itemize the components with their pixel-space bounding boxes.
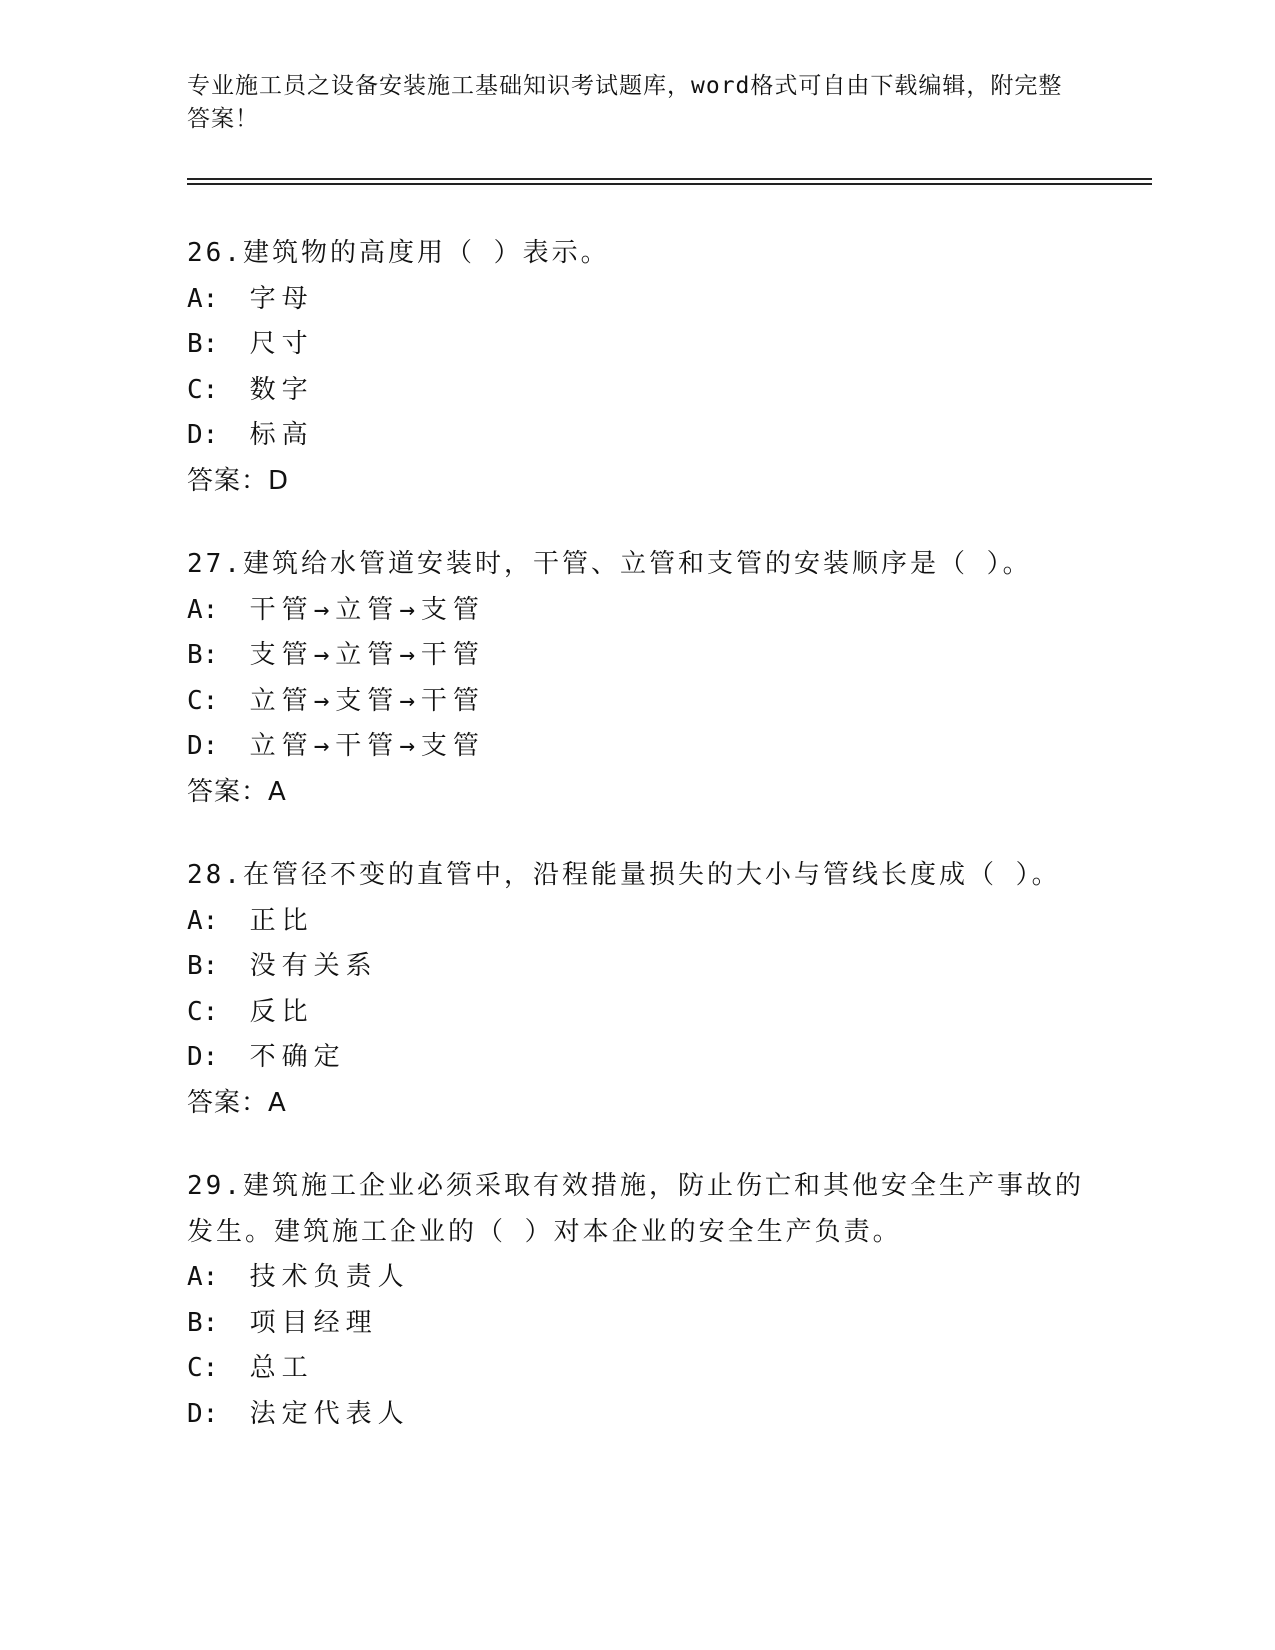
question-number: 29. xyxy=(187,1171,243,1201)
option-letter: A: xyxy=(187,283,219,314)
option-text: 技术负责人 xyxy=(249,1262,410,1292)
option-letter: D: xyxy=(187,1042,219,1072)
option-c xyxy=(187,679,1087,725)
answer-value: A xyxy=(268,1087,287,1118)
answer-line xyxy=(187,1081,1087,1127)
question-stem xyxy=(187,853,1087,899)
option-a xyxy=(187,1255,1087,1301)
document-header: 专业施工员之设备安装施工基础知识考试题库，word格式可自由下载编辑，附完整答案！ xyxy=(187,73,1063,132)
header-divider-bottom xyxy=(187,183,1152,185)
answer-line xyxy=(187,459,1087,505)
option-a xyxy=(187,588,1087,634)
option-a xyxy=(187,277,1087,323)
question-26 xyxy=(187,231,1087,504)
question-list xyxy=(187,231,1087,1475)
question-number: 28. xyxy=(187,860,243,890)
option-b xyxy=(187,322,1087,368)
option-letter: B: xyxy=(187,951,219,981)
option-c xyxy=(187,1346,1087,1392)
question-text: 建筑给水管道安装时，干管、立管和支管的安装顺序是（ ）。 xyxy=(242,549,1032,579)
question-number: 26. xyxy=(187,238,243,268)
option-letter: D: xyxy=(187,1398,219,1429)
answer-line xyxy=(187,770,1087,816)
question-stem xyxy=(187,1164,1087,1255)
option-b xyxy=(187,633,1087,679)
option-text: 没有关系 xyxy=(249,951,378,981)
question-text: 建筑施工企业必须采取有效措施，防止伤亡和其他安全生产事故的发生。建筑施工企业的（ ）对本企业的安全生产负责。 xyxy=(187,1171,1084,1247)
question-27 xyxy=(187,542,1087,815)
question-28 xyxy=(187,853,1087,1126)
question-29 xyxy=(187,1164,1087,1437)
answer-value: D xyxy=(268,465,290,496)
option-text: 正比 xyxy=(249,905,314,936)
option-text: 立管→支管→干管 xyxy=(249,685,485,716)
option-letter: A: xyxy=(187,594,219,625)
option-text: 干管→立管→支管 xyxy=(249,594,485,625)
option-letter: C: xyxy=(187,685,219,716)
option-letter: A: xyxy=(187,905,219,936)
option-text: 反比 xyxy=(249,996,314,1027)
option-text: 字母 xyxy=(249,283,314,314)
answer-label: 答案： xyxy=(187,1087,269,1118)
option-letter: C: xyxy=(187,996,219,1027)
option-c xyxy=(187,368,1087,414)
answer-label: 答案： xyxy=(187,776,269,807)
option-letter: D: xyxy=(187,420,219,450)
option-text: 标高 xyxy=(249,420,314,450)
option-d xyxy=(187,413,1087,459)
option-text: 不确定 xyxy=(249,1042,346,1072)
answer-label: 答案： xyxy=(187,465,269,496)
option-letter: B: xyxy=(187,1307,219,1338)
question-stem xyxy=(187,542,1087,588)
option-a xyxy=(187,899,1087,945)
option-text: 数字 xyxy=(249,374,314,405)
header-divider-top xyxy=(187,178,1152,180)
option-text: 项目经理 xyxy=(249,1307,378,1338)
option-text: 总工 xyxy=(249,1353,314,1383)
option-text: 法定代表人 xyxy=(249,1398,410,1429)
option-b xyxy=(187,944,1087,990)
question-text: 在管径不变的直管中，沿程能量损失的大小与管线长度成（ ）。 xyxy=(242,860,1061,890)
option-text: 立管→干管→支管 xyxy=(249,731,485,761)
option-text: 尺寸 xyxy=(249,329,314,359)
option-d xyxy=(187,1035,1087,1081)
option-letter: A: xyxy=(187,1262,219,1292)
question-text: 建筑物的高度用（ ）表示。 xyxy=(242,238,610,268)
option-b xyxy=(187,1301,1087,1347)
question-number: 27. xyxy=(187,549,243,579)
option-letter: C: xyxy=(187,1353,219,1383)
option-letter: B: xyxy=(187,640,219,670)
option-d xyxy=(187,724,1087,770)
option-d xyxy=(187,1392,1087,1438)
option-text: 支管→立管→干管 xyxy=(249,640,485,670)
answer-value: A xyxy=(268,776,287,807)
option-letter: D: xyxy=(187,731,219,761)
option-letter: C: xyxy=(187,374,219,405)
option-c xyxy=(187,990,1087,1036)
option-letter: B: xyxy=(187,329,219,359)
question-stem xyxy=(187,231,1087,277)
